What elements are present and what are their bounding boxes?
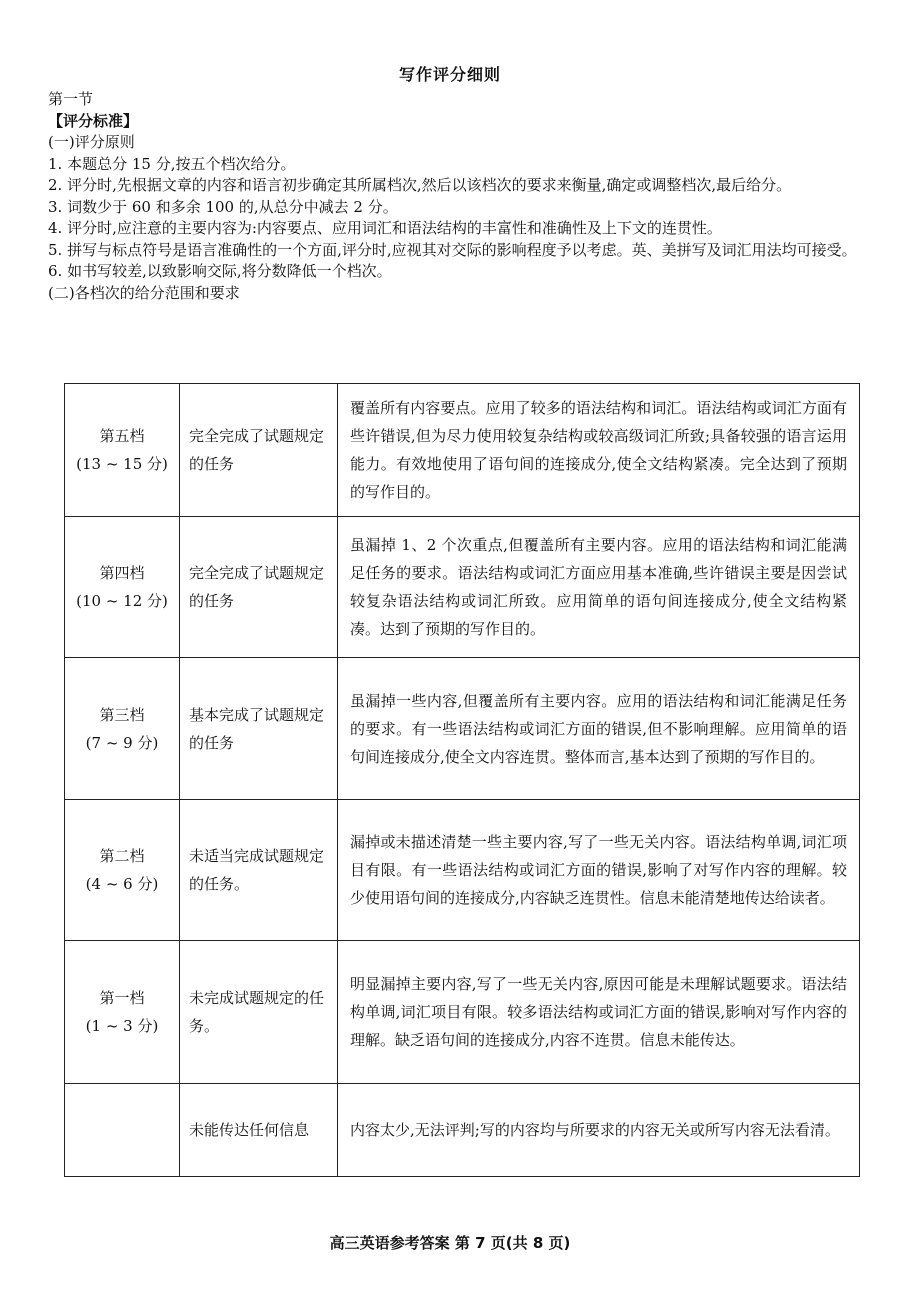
grade-description: 内容太少,无法评判;写的内容均与所要求的内容无关或所写内容无法看清。 <box>338 1084 860 1177</box>
table-row <box>65 1084 860 1177</box>
grade-task: 未完成试题规定的任务。 <box>180 941 338 1084</box>
grades-heading: (二)各档次的给分范围和要求 <box>48 283 240 302</box>
page-title: 写作评分细则 <box>398 65 501 84</box>
grade-description: 明显漏掉主要内容,写了一些无关内容,原因可能是未理解试题要求。语法结构单调,词汇项目有限。较多语法结构或词汇方面的错误,影响对写作内容的理解。缺乏语句间的连接成分,内容不连贯。信息未能传达。 <box>338 941 860 1084</box>
principles-heading: (一)评分原则 <box>48 133 135 151</box>
grading-table <box>64 383 860 1177</box>
grade-description: 虽漏掉一些内容,但覆盖所有主要内容。应用的语法结构和词汇能满足任务的要求。有一些语法结构或词汇方面的错误,但不影响理解。应用简单的语句间连接成分,使全文内容连贯。整体而言,基本达到了预期的写作目的。 <box>338 658 860 800</box>
grade-task: 未适当完成试题规定的任务。 <box>180 800 338 941</box>
grade-level: 第一档 <box>99 989 145 1007</box>
grade-level-cell <box>65 800 180 941</box>
grade-task: 基本完成了试题规定的任务 <box>180 658 338 800</box>
table-row <box>65 800 860 941</box>
grade-level: 第五档 <box>99 427 145 445</box>
grade-level-cell <box>65 517 180 658</box>
grade-level: 第二档 <box>99 847 145 865</box>
grade-task: 完全完成了试题规定的任务 <box>180 384 338 517</box>
grade-range: (7 ~ 9 分) <box>85 733 159 752</box>
grade-level: 第四档 <box>99 564 145 582</box>
grade-range: (4 ~ 6 分) <box>85 875 159 893</box>
grade-description: 漏掉或未描述清楚一些主要内容,写了一些无关内容。语法结构单调,词汇项目有限。有一些语法结构或词汇方面的错误,影响了对写作内容的理解。较少使用语句间的连接成分,内容缺乏连贯性。信息未能清楚地传达给读者。 <box>338 800 860 941</box>
principles-block <box>48 89 878 304</box>
grade-description: 虽漏掉 1、2 个次重点,但覆盖所有主要内容。应用的语法结构和词汇能满足任务的要求。语法结构或词汇方面应用基本准确,些许错误主要是因尝试较复杂语法结构或词汇所致。应用简单的语句间连接成分,使全文结构紧凑。达到了预期的写作目的。 <box>338 517 860 658</box>
grade-range: (1 ~ 3 分) <box>85 1017 159 1035</box>
principle-item: 6. 如书写较差,以致影响交际,将分数降低一个档次。 <box>48 262 392 280</box>
grade-level-cell <box>65 941 180 1084</box>
table-row <box>65 658 860 800</box>
criteria-heading: 【评分标准】 <box>48 111 139 130</box>
principle-item: 3. 词数少于 60 和多余 100 的,从总分中减去 2 分。 <box>48 197 398 216</box>
grade-level-cell <box>65 384 180 517</box>
principle-item: 4. 评分时,应注意的主要内容为:内容要点、应用词汇和语法结构的丰富性和准确性及上下文的连贯性。 <box>48 219 722 237</box>
grade-task: 完全完成了试题规定的任务 <box>180 517 338 658</box>
principle-item: 1. 本题总分 15 分,按五个档次给分。 <box>48 154 296 173</box>
grade-range: (13 ~ 15 分) <box>76 455 168 473</box>
grade-level: 第三档 <box>99 705 145 724</box>
table-row <box>65 384 860 517</box>
principle-item: 5. 拼写与标点符号是语言准确性的一个方面,评分时,应视其对交际的影响程度予以考虑。英、美拼写及词汇用法均可接受。 <box>48 240 857 259</box>
table-row <box>65 941 860 1084</box>
grade-level-cell <box>65 658 180 800</box>
page-footer: 高三英语参考答案 第 7 页(共 8 页) <box>329 1234 571 1252</box>
grade-level-cell <box>65 1084 180 1177</box>
grade-range: (10 ~ 12 分) <box>76 592 168 610</box>
grade-description: 覆盖所有内容要点。应用了较多的语法结构和词汇。语法结构或词汇方面有些许错误,但为尽力使用较复杂结构或较高级词汇所致;具备较强的语言运用能力。有效地使用了语句间的连接成分,使全文结构紧凑。完全达到了预期的写作目的。 <box>338 384 860 517</box>
section-label: 第一节 <box>48 90 94 108</box>
principle-item: 2. 评分时,先根据文章的内容和语言初步确定其所属档次,然后以该档次的要求来衡量,确定或调整档次,最后给分。 <box>48 176 792 194</box>
table-row <box>65 517 860 658</box>
grade-task: 未能传达任何信息 <box>180 1084 338 1177</box>
